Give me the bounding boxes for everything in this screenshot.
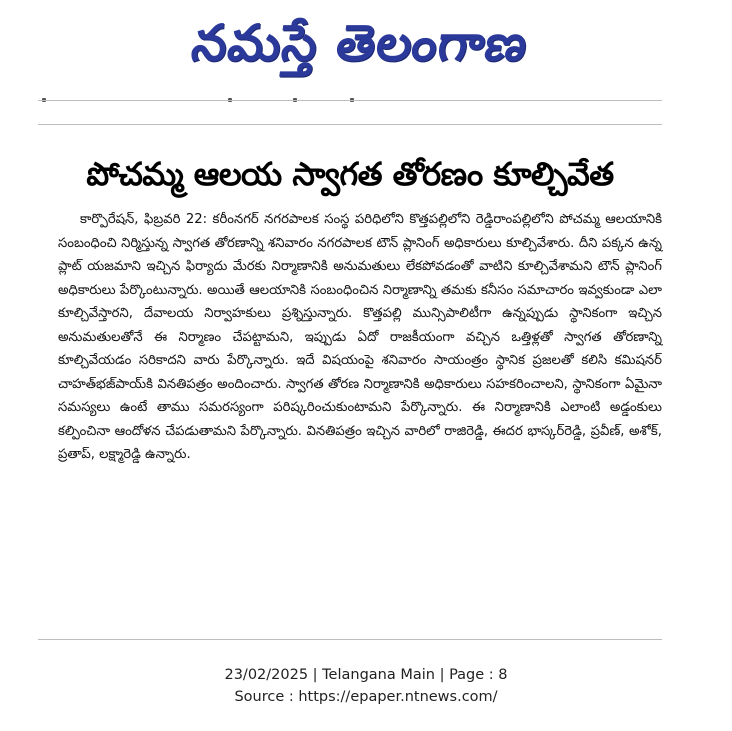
source-link[interactable]: Source : https://epaper.ntnews.com/ [234,689,498,705]
article-body: కార్పొరేషన్, ఫిబ్రవరి 22: కరీంనగర్ నగరపాలక సంస్థ పరిధిలోని కొత్తపల్లిలోని రెడ్డిరాంపల్లిలోని పోచమ్మ ఆలయానికి సంబంధించి నిర్మిస్తున్న స్వాగత తోరణాన్ని శనివారం నగరపాలక టౌన్ ప్లానింగ్ అధికారులు కూల్చివేశారు. దీని పక్కన ఉన్న ప్లాట్ యజమాని ఇచ్చిన ఫిర్యాదు మేరకు నిర్మాణానికి అనుమతులు లేకపోవడంతో వాటిని కూల్చివేశామని టౌన్ ప్లానింగ్ అధికారులు పేర్కొంటున్నారు. అయితే ఆలయానికి సంబంధించిన నిర్మాణాన్ని తమకు కనీసం సమాచారం ఇవ్వకుండా ఎలా కూల్చివేస్తారని, దేవాలయ నిర్వాహకులు ప్రశ్నిస్తున్నారు. కొత్తపల్లి మున్సిపాలిటీగా ఉన్నప్పుడు స్థానికంగా ఇచ్చిన అనుమతులతోనే ఈ నిర్మాణం చేపట్టామని, ఇప్పుడు ఏదో రాజకీయంగా వచ్చిన ఒత్తిళ్లతో స్వాగత తోరణాన్ని కూల్చివేయడం సరికాదని వారు పేర్కొన్నారు. ఇదే విషయంపై శనివారం సాయంత్రం స్థానిక ప్రజలతో కలిసి కమిషనర్ చాహత్‌భజ్‌పాయ్‌కి వినతిపత్రం అందించారు. స్వాగత తోరణ నిర్మాణానికి అధికారులు సహకరించాలని, స్థానికంగా ఏమైనా సమస్యలు ఉంటే తాము సమరస్యంగా పరిష్కరించుకుంటామని పేర్కొన్నారు. ఈ నిర్మాణానికి ఎలాంటి అడ్డంకులు కల్పించినా ఆందోళన చేపడుతామని పేర్కొన్నారు. వినతిపత్రం ఇచ్చిన వారిలో రాజిరెడ్డి, ఈదర భాస్కర్‌రెడ్డి, ప్రవీణ్, అశోక్, ప్రతాప్, లక్ష్మారెడ్డి ఉన్నారు. [58,212,662,462]
article-headline: పోచమ్మ ఆలయ స్వాగత తోరణం కూల్చివేత [86,155,614,193]
edition-info: 23/02/2025 | Telangana Main | Page : 8 [224,667,508,683]
newspaper-logo: నమస్తే తెలంగాణ [188,13,532,72]
masthead [0,0,732,96]
page-footer [0,664,732,708]
